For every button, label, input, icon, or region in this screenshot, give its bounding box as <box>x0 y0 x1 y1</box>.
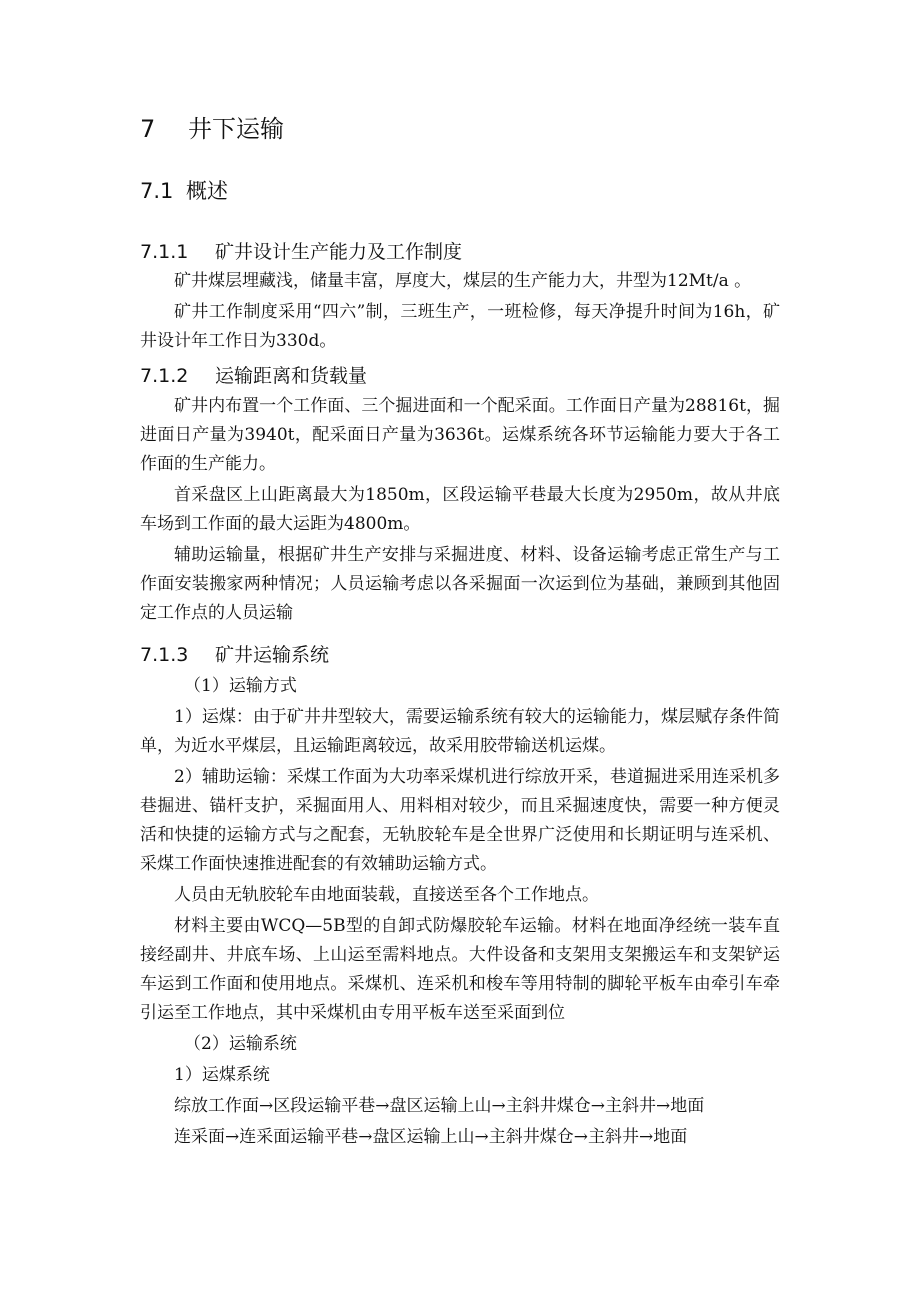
paragraph: 材料主要由WCQ—5B型的自卸式防爆胶轮车运输。材料在地面净经统一装车直接经副井、井底车场、上山运至需料地点。大件设备和支架用支架搬运车和支架铲运车运到工作面和使用地点。采煤机、连采机和梭车等用特制的脚轮平板车由牵引车牵引运至工作地点，其中采煤机由专用平板车送至采面到位 <box>140 916 780 1023</box>
list-heading: （1）运输方式 <box>184 676 297 696</box>
subsection-number: 7.1.3 <box>140 644 189 666</box>
subsection-body-3 <box>140 672 780 1154</box>
list-subheading: 1）运煤系统 <box>174 1065 270 1085</box>
list-heading: （2）运输系统 <box>184 1034 297 1054</box>
subsection-heading-3 <box>140 641 329 669</box>
section-number: 7.1 <box>140 179 174 203</box>
subsection-body-2 <box>140 392 780 630</box>
paragraph: 人员由无轨胶轮车由地面装载，直接送至各个工作地点。 <box>174 885 599 905</box>
flow-line: 综放工作面→区段运输平巷→盘区运输上山→主斜井煤仓→主斜井→地面 <box>174 1096 705 1116</box>
subsection-title: 矿井运输系统 <box>215 644 330 666</box>
paragraph: 矿井煤层埋藏浅，储量丰富，厚度大，煤层的生产能力大，井型为12Mt/a 。 <box>174 271 752 291</box>
paragraph: 2）辅助运输：采煤工作面为大功率采煤机进行综放开采，巷道掘进采用连采机多巷掘进、锚杆支护，采掘面用人、用料相对较少，而且采掘速度快，需要一种方便灵活和快捷的运输方式与之配套，无轨胶轮车是全世界广泛使用和长期证明与连采机、采煤工作面快速推进配套的有效辅助运输方式。 <box>140 767 780 874</box>
chapter-title: 井下运输 <box>188 115 284 143</box>
paragraph: 辅助运输量，根据矿井生产安排与采掘进度、材料、设备运输考虑正常生产与工作面安装搬家两种情况；人员运输考虑以各采掘面一次运到位为基础，兼顾到其他固定工作点的人员运输 <box>140 545 780 623</box>
paragraph: 首采盘区上山距离最大为1850m，区段运输平巷最大长度为2950m，故从井底车场到工作面的最大运距为4800m。 <box>140 485 780 534</box>
paragraph: 矿井工作制度采用“四六”制，三班生产，一班检修，每天净提升时间为16h，矿井设计年工作日为330d。 <box>140 302 780 351</box>
subsection-number: 7.1.1 <box>140 241 189 263</box>
section-title: 概述 <box>186 179 228 203</box>
chapter-number: 7 <box>140 115 156 143</box>
subsection-title: 运输距离和货载量 <box>215 365 368 387</box>
subsection-body-1 <box>140 267 780 358</box>
section-heading <box>140 176 228 206</box>
chapter-heading <box>140 113 284 145</box>
subsection-title: 矿井设计生产能力及工作制度 <box>215 241 463 263</box>
paragraph: 1）运煤：由于矿井井型较大，需要运输系统有较大的运输能力，煤层赋存条件简单，为近水平煤层，且运输距离较远，故采用胶带输送机运煤。 <box>140 707 780 756</box>
subsection-number: 7.1.2 <box>140 365 189 387</box>
subsection-heading-1 <box>140 238 462 266</box>
paragraph: 矿井内布置一个工作面、三个掘进面和一个配采面。工作面日产量为28816t，掘进面日产量为3940t，配采面日产量为3636t。运煤系统各环节运输能力要大于各工作面的生产能力。 <box>140 396 780 474</box>
flow-line: 连采面→连采面运输平巷→盘区运输上山→主斜井煤仓→主斜井→地面 <box>174 1127 688 1147</box>
subsection-heading-2 <box>140 362 367 390</box>
